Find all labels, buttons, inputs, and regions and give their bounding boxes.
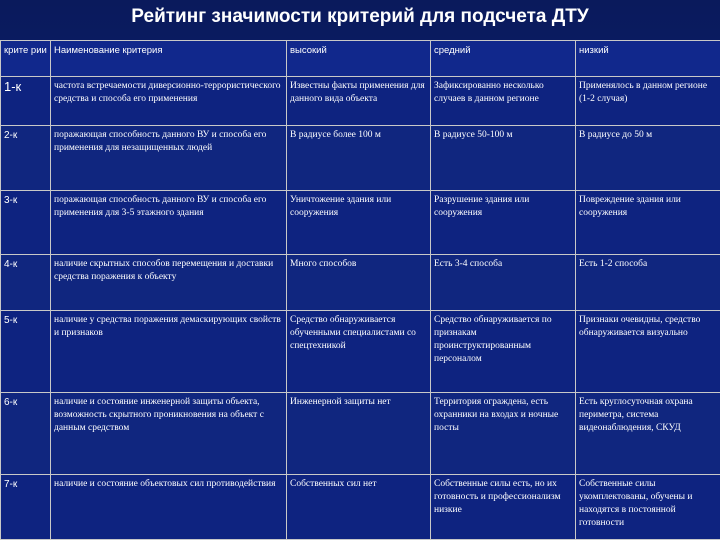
criterion-name: наличие и состояние объектовых сил противодействия [51,474,287,539]
criterion-high: Инженерной защиты нет [287,392,431,474]
criterion-low: Применялось в данном регионе (1-2 случая) [576,76,720,125]
criterion-name: наличие и состояние инженерной защиты объекта, возможность скрытного проникновения на объект с данным средством [51,392,287,474]
criterion-high: Собственных сил нет [287,474,431,539]
criterion-low: Есть круглосуточная охрана периметра, система видеонаблюдения, СКУД [576,392,720,474]
criterion-medium: Есть 3-4 способа [431,255,576,311]
criterion-medium: Собственные силы есть, но их готовность и профессионализм низкие [431,474,576,539]
page-title: Рейтинг значимости критерий для подсчета ДТУ [131,6,589,27]
criterion-name: наличие скрытных способов перемещения и доставки средства поражения к объекту [51,255,287,311]
header-medium: средний [431,41,576,77]
table-row [1,474,720,539]
criterion-code: 5-к [1,311,51,393]
table-row [1,125,720,190]
criterion-medium: Разрушение здания или сооружения [431,190,576,254]
criterion-high: Уничтожение здания или сооружения [287,190,431,254]
criterion-code: 2-к [1,125,51,190]
criterion-code: 3-к [1,190,51,254]
criterion-low: Собственные силы укомплектованы, обучены и находятся в постоянной готовности [576,474,720,539]
criterion-code: 4-к [1,255,51,311]
criterion-low: Повреждение здания или сооружения [576,190,720,254]
criterion-high: Средство обнаруживается обученными специалистами со спецтехникой [287,311,431,393]
criterion-low: В радиусе до 50 м [576,125,720,190]
criterion-code: 1-к [1,76,51,125]
header-name: Наименование критерия [51,41,287,77]
table-row [1,76,720,125]
criterion-name: частота встречаемости диверсионно-террористического средства и способа его применения [51,76,287,125]
table-row [1,392,720,474]
criterion-high: В радиусе более 100 м [287,125,431,190]
criterion-name: наличие у средства поражения демаскирующих свойств и признаков [51,311,287,393]
criterion-low: Есть 1-2 способа [576,255,720,311]
criterion-low: Признаки очевидны, средство обнаруживается визуально [576,311,720,393]
table-row [1,190,720,254]
criterion-high: Известны факты применения для данного вида объекта [287,76,431,125]
criterion-name: поражающая способность данного ВУ и способа его применения для незащищенных людей [51,125,287,190]
criterion-code: 7-к [1,474,51,539]
header-criteria: крите рии [1,41,51,77]
criterion-name: поражающая способность данного ВУ и способа его применения для 3-5 этажного здания [51,190,287,254]
header-low: низкий [576,41,720,77]
criterion-medium: Зафиксированно несколько случаев в данном регионе [431,76,576,125]
table-header-row [1,41,720,77]
criterion-medium: Средство обнаруживается по признакам проинструктированным персоналом [431,311,576,393]
table-row [1,311,720,393]
criteria-table [0,40,720,540]
table-row [1,255,720,311]
criterion-high: Много способов [287,255,431,311]
criterion-medium: В радиусе 50-100 м [431,125,576,190]
criterion-code: 6-к [1,392,51,474]
criterion-medium: Территория ограждена, есть охранники на входах и ночные посты [431,392,576,474]
header-high: высокий [287,41,431,77]
